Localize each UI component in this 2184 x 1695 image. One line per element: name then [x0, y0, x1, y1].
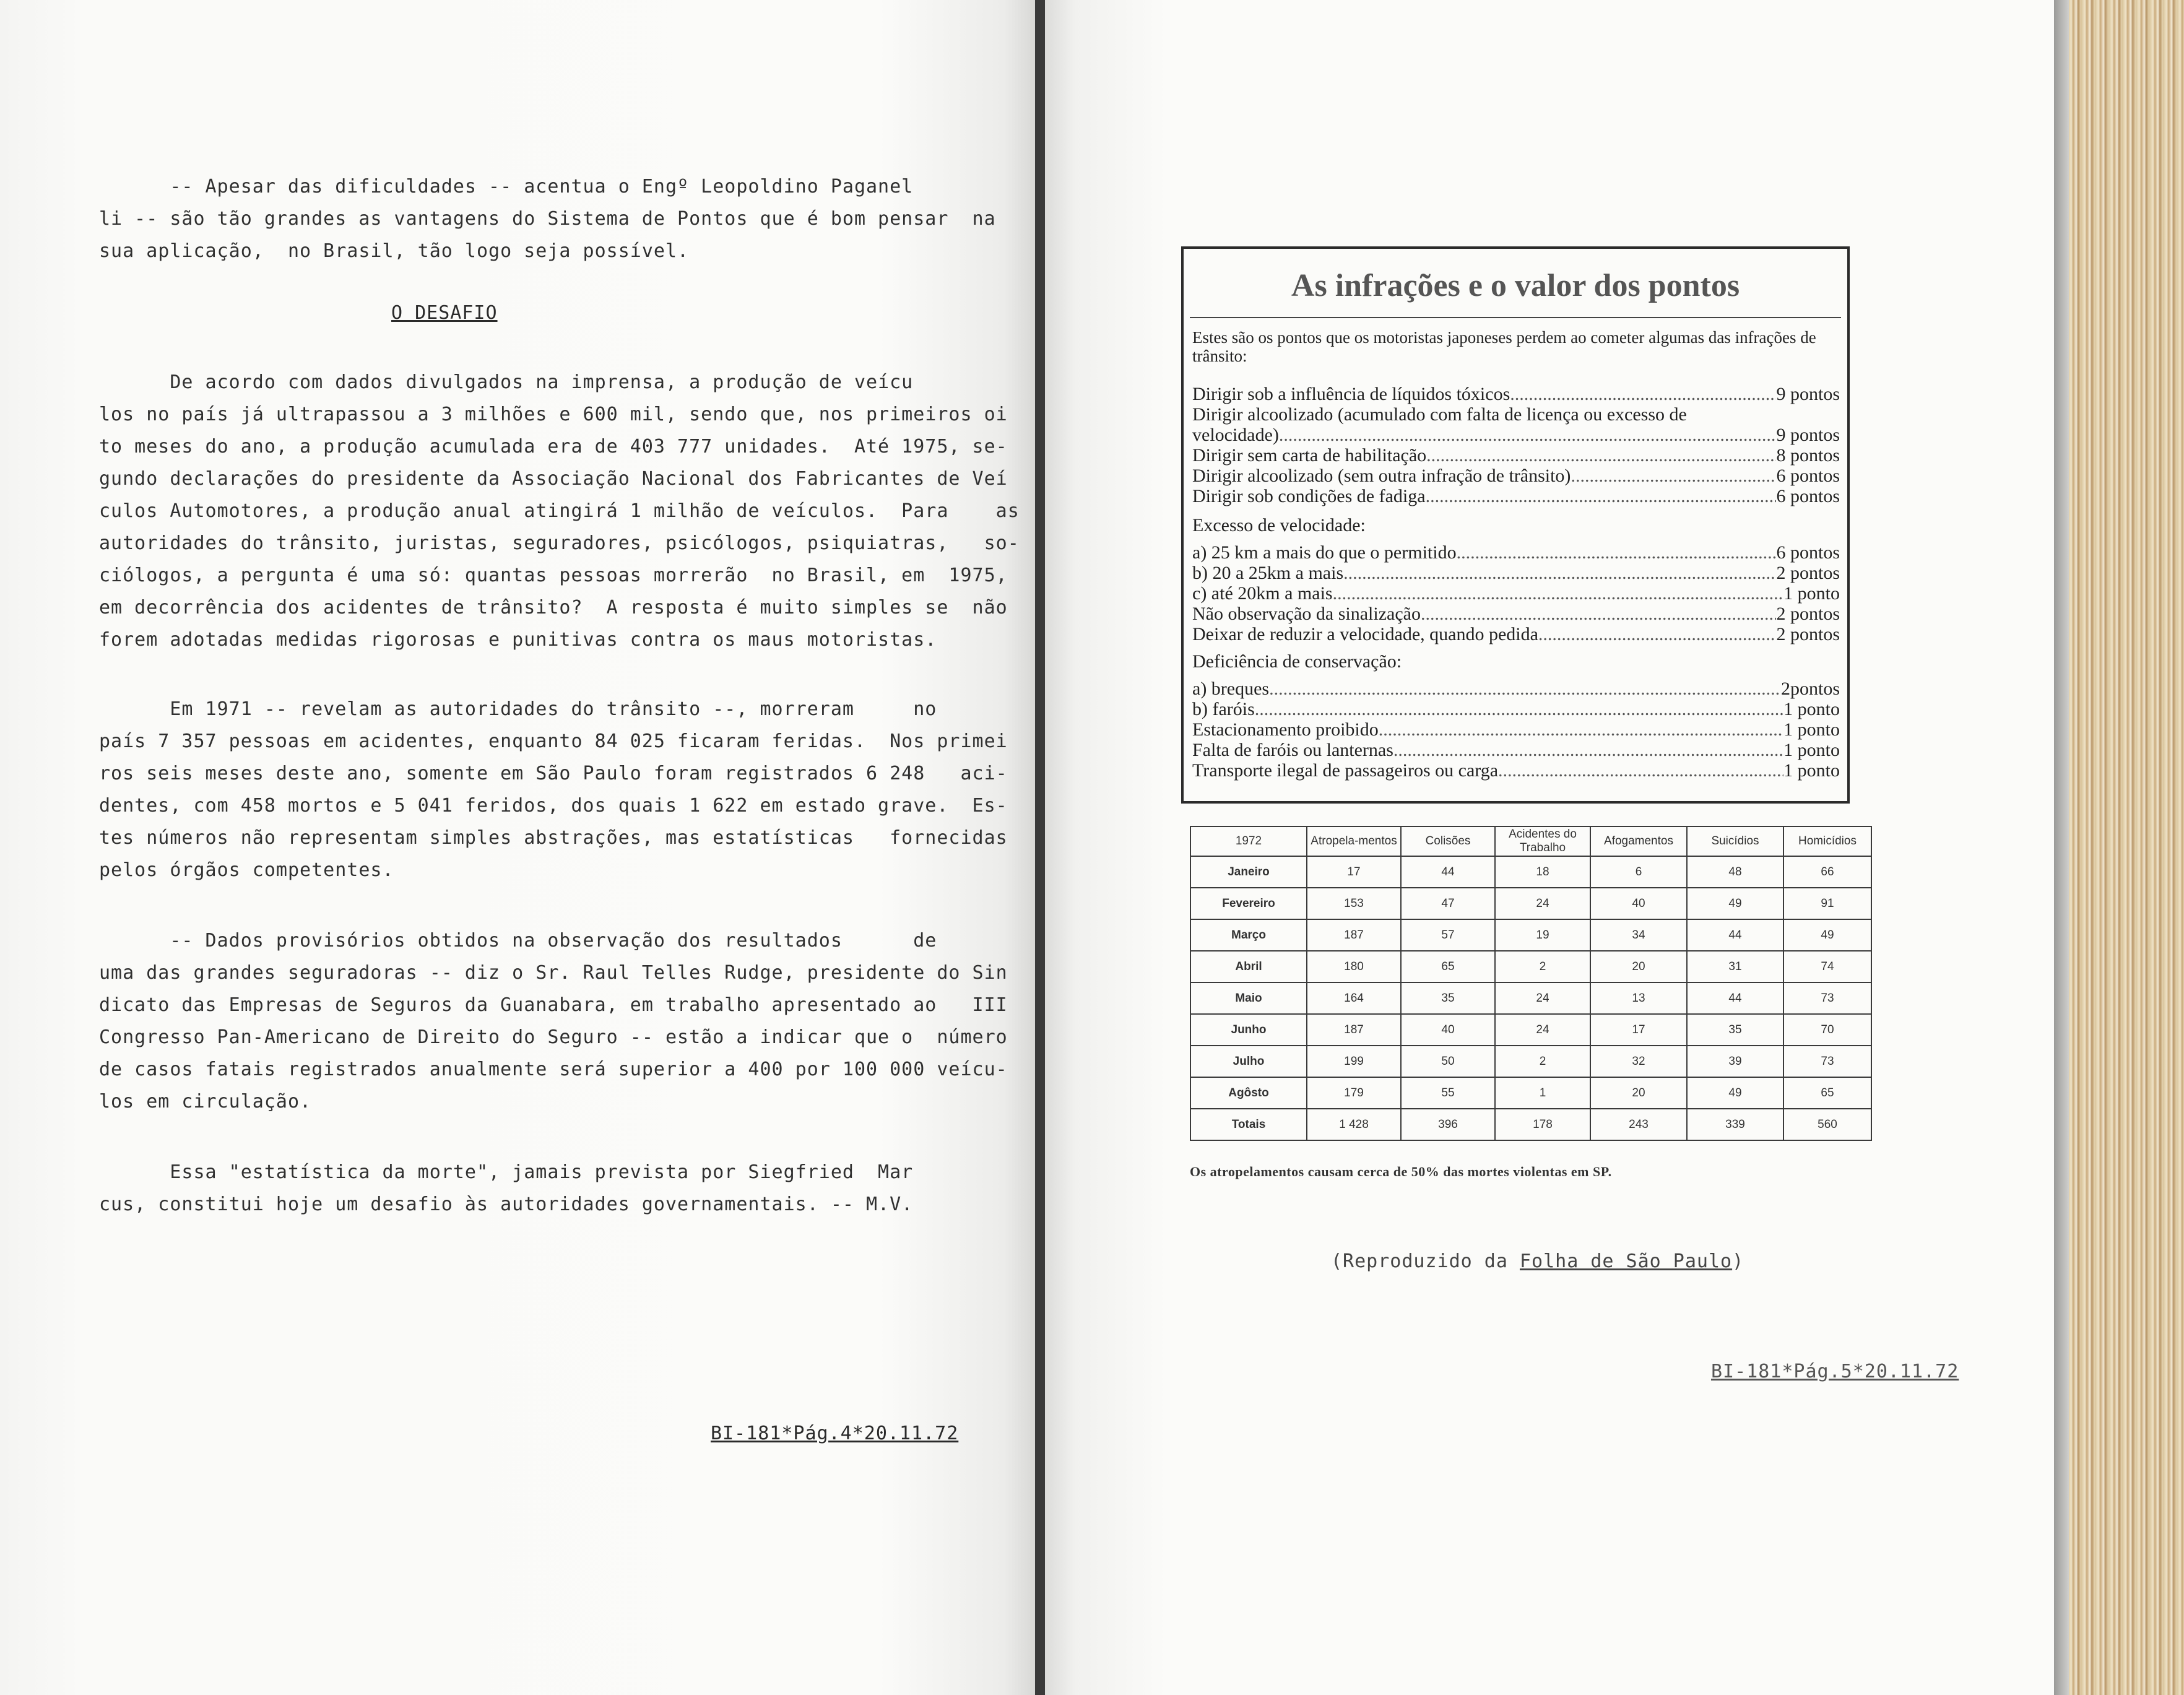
source-name: Folha de São Paulo	[1519, 1251, 1733, 1272]
paragraph-line: ros seis meses deste ano, somente em São Paulo foram registrados 6 248 aci-	[99, 763, 1008, 784]
paragraph-line: dicato das Empresas de Seguros da Guanabara, em trabalho apresentado ao III	[99, 994, 1008, 1016]
title-divider	[1190, 317, 1841, 318]
table-caption: Os atropelamentos causam cerca de 50% das mortes violentas em SP.	[1190, 1164, 1612, 1179]
infraction-row: Dirigir sem carta de habilitação ..... 8 pontos	[1192, 445, 1840, 466]
paragraph-line: ciólogos, a pergunta é uma só: quantas pessoas morrerão no Brasil, em 1975,	[99, 565, 1008, 586]
paragraph-line: Essa "estatística da morte", jamais prevista por Siegfried Mar	[99, 1161, 914, 1183]
table-row: Julho 199 50 2 32 39 73	[1190, 1046, 1871, 1077]
table-row: Fevereiro 153 47 24 40 49 91	[1190, 888, 1871, 919]
paragraph-line: li -- são tão grandes as vantagens do Sistema de Pontos que é bom pensar na	[99, 208, 996, 230]
box-intro: Estes são os pontos que os motoristas japoneses perdem ao cometer algumas das infrações de trânsito:	[1192, 328, 1816, 365]
paragraph-line: de casos fatais registrados anualmente será superior a 400 por 100 000 veícu-	[99, 1059, 1008, 1080]
paragraph-line: pelos órgãos competentes.	[99, 859, 394, 881]
table-header: Afogamentos	[1590, 826, 1687, 856]
box-title: As infrações e o valor dos pontos	[1291, 268, 1740, 303]
infraction-row: velocidade) ..... 9 pontos	[1192, 425, 1840, 445]
table-totals-row: Totais 1 428 396 178 243 339 560	[1190, 1109, 1871, 1140]
infraction-row: a) breques ..... 2pontos	[1192, 678, 1840, 699]
section-heading: O DESAFIO	[391, 302, 498, 324]
paragraph-line: cus, constitui hoje um desafio às autoridades governamentais. -- M.V.	[99, 1194, 914, 1215]
table-row: Abril 180 65 2 20 31 74	[1190, 951, 1871, 982]
paragraph-line: los em circulação.	[99, 1091, 312, 1112]
page-number: BI-181*Pág.5*20.11.72	[1711, 1361, 1959, 1382]
infraction-row: Estacionamento proibido ..... 1 ponto	[1192, 719, 1840, 740]
paragraph-line: los no país já ultrapassou a 3 milhões e 600 mil, sendo que, nos primeiros oi	[99, 404, 1008, 425]
paragraph-line: forem adotadas medidas rigorosas e punitivas contra os maus motoristas.	[99, 629, 937, 651]
table-header: Atropela-mentos	[1307, 826, 1401, 856]
paragraph-line: em decorrência dos acidentes de trânsito? A resposta é muito simples se não	[99, 597, 1008, 618]
infraction-row: Não observação da sinalização ..... 2 pontos	[1192, 604, 1840, 624]
table-header-row	[1190, 826, 1871, 856]
paragraph-line: dentes, com 458 mortos e 5 041 feridos, dos quais 1 622 em estado grave. Es-	[99, 795, 1008, 817]
table-row: Agôsto 179 55 1 20 49 65	[1190, 1077, 1871, 1109]
table-header: Suicídios	[1687, 826, 1783, 856]
paragraph-line: -- Apesar das dificuldades -- acentua o Engº Leopoldino Paganel	[99, 176, 914, 197]
table-header: 1972	[1190, 826, 1307, 856]
infraction-row: b) 20 a 25km a mais ..... 2 pontos	[1192, 563, 1840, 583]
paragraph-line: -- Dados provisórios obtidos na observação dos resultados de	[99, 930, 937, 952]
infraction-row: Dirigir alcoolizado (acumulado com falta de licença ou excesso de	[1192, 404, 1687, 425]
book-page-edges	[2054, 0, 2184, 1695]
table-header: Colisões	[1401, 826, 1495, 856]
paragraph-line: culos Automotores, a produção anual atingirá 1 milhão de veículos. Para as	[99, 500, 1020, 522]
paragraph-line: Congresso Pan-Americano de Direito do Seguro -- estão a indicar que o número	[99, 1026, 1008, 1048]
paragraph-line: De acordo com dados divulgados na imprensa, a produção de veícu	[99, 371, 914, 393]
page-number: BI-181*Pág.4*20.11.72	[711, 1423, 959, 1444]
paragraph-line: uma das grandes seguradoras -- diz o Sr. Raul Telles Rudge, presidente do Sin	[99, 962, 1008, 984]
infractions-box	[1181, 246, 1850, 804]
infraction-row: Falta de faróis ou lanternas ..... 1 ponto	[1192, 740, 1840, 760]
infraction-row: Dirigir alcoolizado (sem outra infração de trânsito) ..... 6 pontos	[1192, 466, 1840, 486]
source-credit: (Reproduzido da Folha de São Paulo)	[1331, 1251, 1744, 1272]
paragraph-line: gundo declarações do presidente da Associação Nacional dos Fabricantes de Veí	[99, 468, 1008, 490]
infraction-row: Deixar de reduzir a velocidade, quando pedida ..... 2 pontos	[1192, 624, 1840, 644]
table-header: Acidentes do Trabalho	[1495, 826, 1590, 856]
section-label: Deficiência de conservação:	[1192, 651, 1402, 672]
infraction-row: a) 25 km a mais do que o permitido ..... 6 pontos	[1192, 542, 1840, 563]
infraction-row: b) faróis ..... 1 ponto	[1192, 699, 1840, 719]
section-label: Excesso de velocidade:	[1192, 515, 1366, 535]
infraction-row: Dirigir sob condições de fadiga ..... 6 pontos	[1192, 486, 1840, 506]
infraction-row: Transporte ilegal de passageiros ou carga ..... 1 ponto	[1192, 760, 1840, 781]
table-row: Março 187 57 19 34 44 49	[1190, 919, 1871, 951]
table-header: Homicídios	[1783, 826, 1871, 856]
paragraph-line: autoridades do trânsito, juristas, seguradores, psicólogos, psiquiatras, so-	[99, 532, 1020, 554]
paragraph-line: sua aplicação, no Brasil, tão logo seja possível.	[99, 240, 690, 262]
paragraph-line: país 7 357 pessoas em acidentes, enquanto 84 025 ficaram feridas. Nos primei	[99, 730, 1008, 752]
table-row: Junho 187 40 24 17 35 70	[1190, 1014, 1871, 1046]
paragraph-line: Em 1971 -- revelam as autoridades do trânsito --, morreram no	[99, 698, 937, 720]
infraction-row: c) até 20km a mais ..... 1 ponto	[1192, 583, 1840, 604]
table-row: Janeiro 17 44 18 6 48 66	[1190, 856, 1871, 888]
accidents-table	[1190, 826, 1872, 1141]
table-row: Maio 164 35 24 13 44 73	[1190, 982, 1871, 1014]
infraction-row: Dirigir sob a influência de líquidos tóxicos ..... 9 pontos	[1192, 384, 1840, 404]
paragraph-line: to meses do ano, a produção acumulada era de 403 777 unidades. Até 1975, se-	[99, 436, 1008, 457]
paragraph-line: tes números não representam simples abstrações, mas estatísticas fornecidas	[99, 827, 1008, 849]
